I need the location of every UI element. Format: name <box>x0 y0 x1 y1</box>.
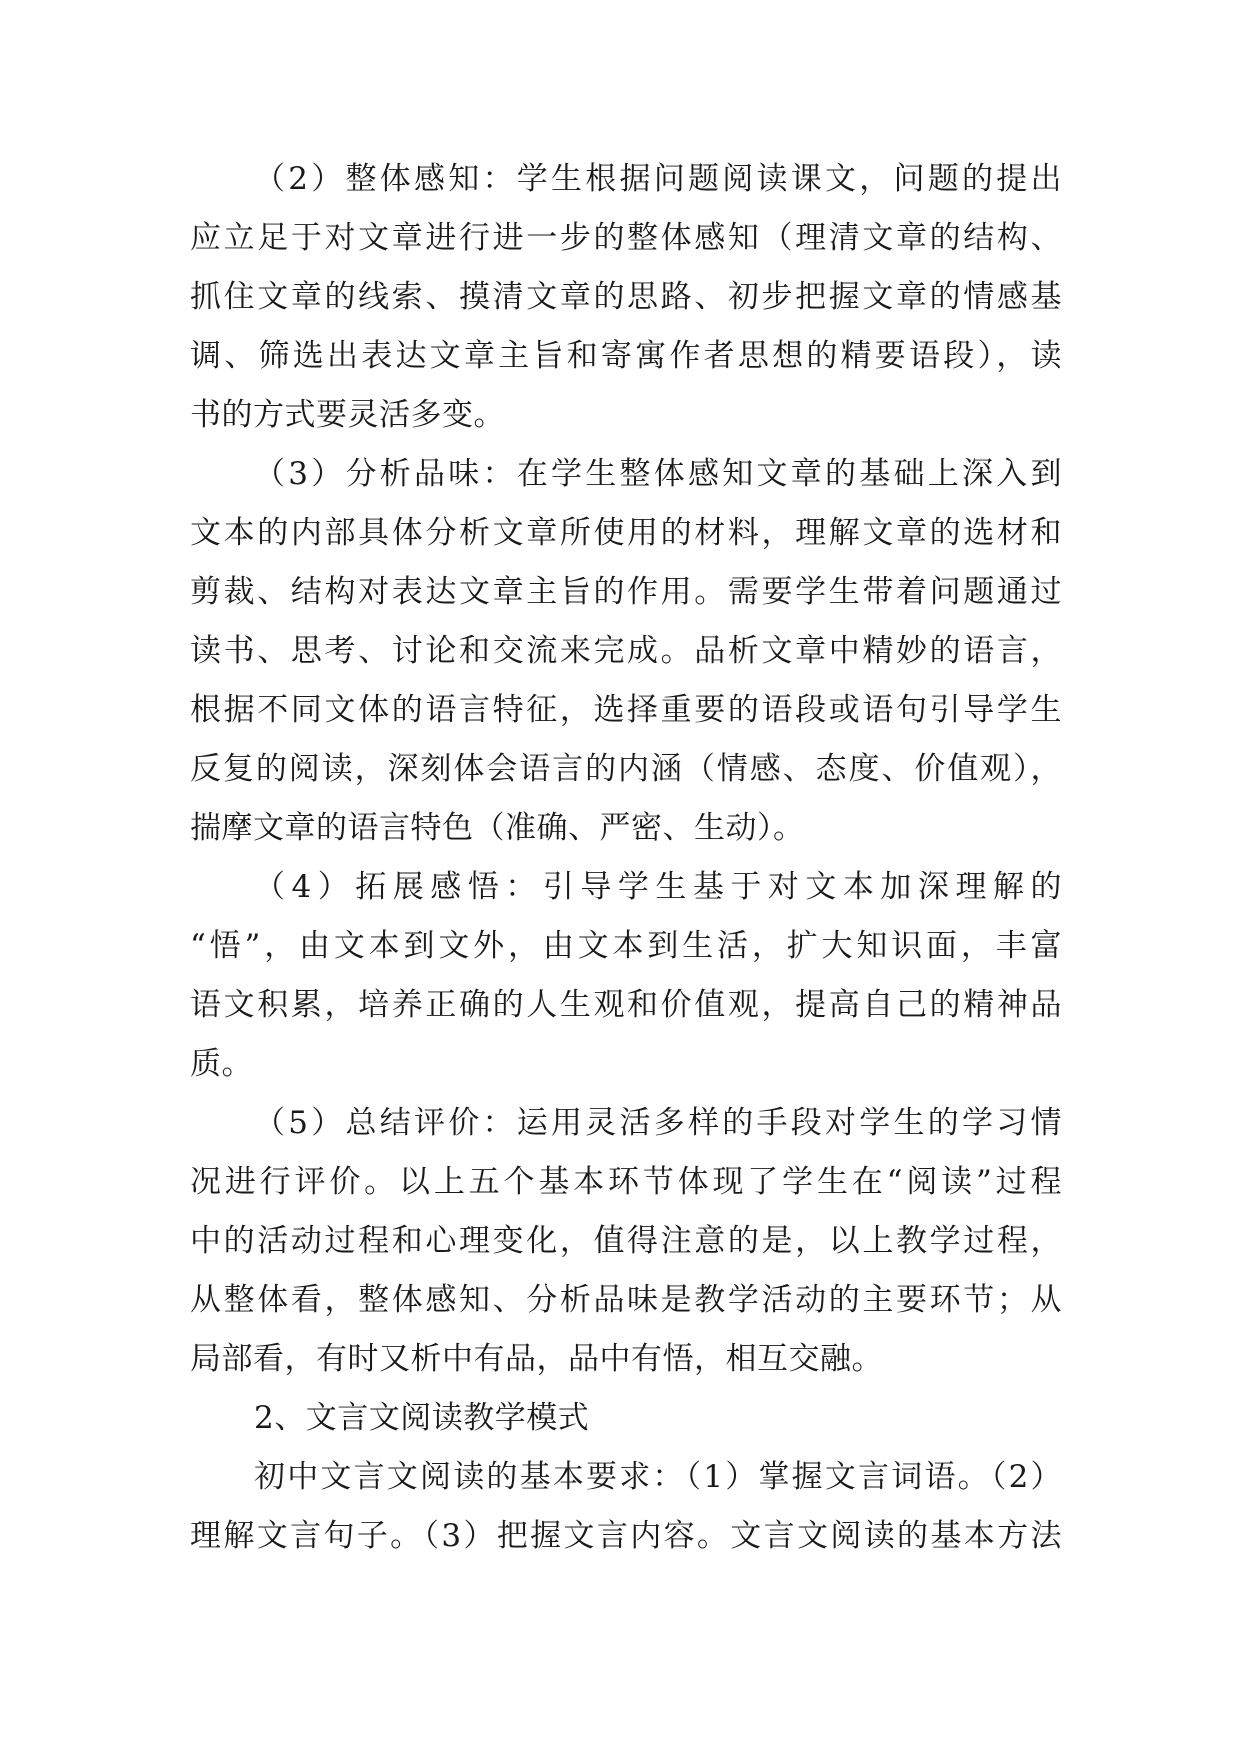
text-line: 文本的内部具体分析文章所使用的材料，理解文章的选材和 <box>190 515 1062 551</box>
paragraph-expansion <box>190 858 1062 1094</box>
text-line: 从整体看，整体感知、分析品味是教学活动的主要环节；从 <box>190 1282 1062 1318</box>
text-line: 调、筛选出表达文章主旨和寄寓作者思想的精要语段），读 <box>190 338 1062 374</box>
paragraph-analysis <box>190 445 1062 858</box>
text-line: （4）拓展感悟：引导学生基于对文本加深理解的 <box>254 869 1062 905</box>
document-page <box>190 150 1062 1566</box>
text-line: 反复的阅读，深刻体会语言的内涵（情感、态度、价值观）， <box>190 751 1062 787</box>
text-line: 质。 <box>190 1046 253 1082</box>
paragraph-summary <box>190 1094 1062 1389</box>
text-line: 揣摩文章的语言特色（准确、严密、生动）。 <box>190 810 805 846</box>
text-line: 初中文言文阅读的基本要求：（1）掌握文言词语。（2） <box>254 1459 1062 1495</box>
text-line: （3）分析品味：在学生整体感知文章的基础上深入到 <box>254 456 1062 492</box>
text-line: “悟”，由文本到文外，由文本到生活，扩大知识面，丰富 <box>190 928 1062 964</box>
text-line: 抓住文章的线索、摸清文章的思路、初步把握文章的情感基 <box>190 279 1062 315</box>
text-line: 况进行评价。以上五个基本环节体现了学生在“阅读”过程 <box>190 1164 1062 1200</box>
text-line: 应立足于对文章进行进一步的整体感知（理清文章的结构、 <box>190 220 1062 256</box>
text-line: （2）整体感知：学生根据问题阅读课文，问题的提出 <box>254 161 1062 197</box>
text-line: 书的方式要灵活多变。 <box>190 397 505 433</box>
text-line: 理解文言句子。（3）把握文言内容。文言文阅读的基本方法 <box>190 1518 1062 1554</box>
text-line: （5）总结评价：运用灵活多样的手段对学生的学习情 <box>254 1105 1062 1141</box>
text-line: 中的活动过程和心理变化，值得注意的是，以上教学过程， <box>190 1223 1062 1259</box>
text-line: 根据不同文体的语言特征，选择重要的语段或语句引导学生 <box>190 692 1062 728</box>
text-line: 剪裁、结构对表达文章主旨的作用。需要学生带着问题通过 <box>190 574 1062 610</box>
paragraph-classical-reading <box>190 1448 1062 1566</box>
text-line: 读书、思考、讨论和交流来完成。品析文章中精妙的语言， <box>190 633 1062 669</box>
section-heading <box>190 1389 1062 1448</box>
text-line: 语文积累，培养正确的人生观和价值观，提高自己的精神品 <box>190 987 1062 1023</box>
heading-line: 2、文言文阅读教学模式 <box>254 1400 590 1436</box>
paragraph-overall-perception <box>190 150 1062 445</box>
text-line: 局部看，有时又析中有品，品中有悟，相互交融。 <box>190 1341 883 1377</box>
